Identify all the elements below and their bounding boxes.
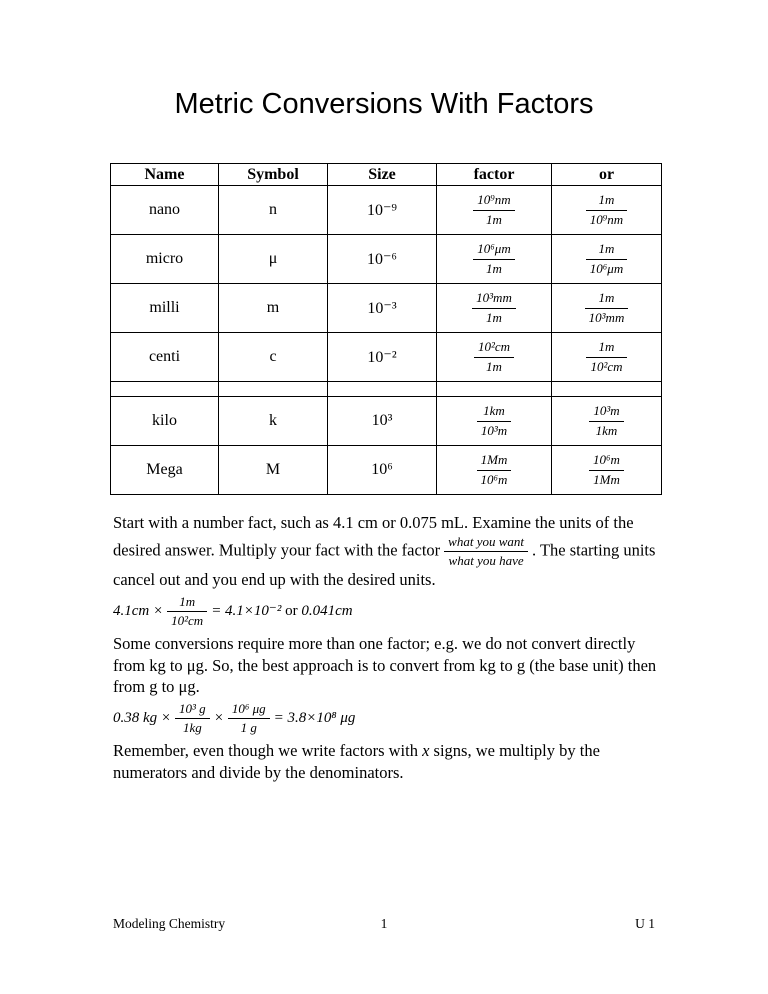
cell-or — [552, 235, 662, 284]
remember-text-a: Remember, even though we write factors with — [113, 741, 423, 760]
or-fraction: $\frac{\text{10³m}}{1km}$ — [589, 403, 623, 439]
cell-name: milli — [111, 284, 219, 333]
footer-unit-label: U 1 — [635, 916, 656, 931]
metric-prefix-table — [110, 163, 662, 495]
table-row-kilo — [111, 397, 662, 446]
table-row-mega — [111, 446, 662, 495]
paragraph-remember — [113, 740, 658, 783]
eq1-equals: = 4.1×10⁻² — [211, 602, 282, 619]
eq1-lhs: 4.1cm × — [113, 602, 164, 619]
footer-document-title: Modeling Chemistry — [113, 916, 226, 931]
want-have-fraction: $\frac{\text{what you want}}{\text{what you have}}$ — [444, 534, 528, 570]
page-title: Metric Conversions With Factors — [174, 88, 594, 120]
factor-fraction: $\frac{\text{10⁶μm}}{1m}$ — [473, 241, 514, 277]
cell-size: 10⁻² — [328, 333, 437, 382]
table-row-milli — [111, 284, 662, 333]
eq2-fraction-2: $\frac{\text{10⁶ μg}}{1 g}$ — [228, 701, 270, 737]
eq2-lhs: 0.38 kg × — [113, 709, 172, 726]
eq1-result: 0.041cm — [301, 602, 353, 619]
cell-or — [552, 446, 662, 495]
cell-factor — [437, 446, 552, 495]
cell-factor — [437, 333, 552, 382]
cell-size: 10⁻⁶ — [328, 235, 437, 284]
cell-name: nano — [111, 186, 219, 235]
col-header-factor: factor — [437, 164, 552, 186]
cell-or — [552, 284, 662, 333]
table-spacer-row — [111, 382, 662, 397]
equation-kg-to-ug — [113, 701, 658, 737]
cell-symbol: m — [219, 284, 328, 333]
cell-symbol: c — [219, 333, 328, 382]
or-fraction: $\frac{1m}{\text{10²cm}}$ — [586, 339, 626, 375]
cell-size: 10³ — [328, 397, 437, 446]
or-fraction: $\frac{\text{10⁶m}}{1Mm}$ — [589, 452, 624, 488]
cell-size: 10⁻⁹ — [328, 186, 437, 235]
page-footer — [113, 916, 655, 932]
factor-fraction: $\frac{1km}{\text{10³m}}$ — [477, 403, 511, 439]
cell-size: 10⁶ — [328, 446, 437, 495]
cell-or — [552, 333, 662, 382]
cell-symbol: M — [219, 446, 328, 495]
intro-text-b: . The starting units cancel out and you end up with the desired units. — [113, 540, 656, 589]
cell-name: Mega — [111, 446, 219, 495]
remember-text-b: signs, we multiply by the numerators and divide by the denominators. — [113, 741, 600, 782]
table-header-row — [111, 164, 662, 186]
cell-factor — [437, 284, 552, 333]
eq2-result: = 3.8×10⁸ μg — [273, 709, 356, 726]
footer-page-number: 1 — [380, 916, 388, 931]
or-fraction: $\frac{1m}{\text{10⁹nm}}$ — [586, 192, 627, 228]
cell-symbol: n — [219, 186, 328, 235]
cell-symbol: k — [219, 397, 328, 446]
paragraph-intro — [113, 512, 658, 591]
col-header-name: Name — [111, 164, 219, 186]
cell-or — [552, 186, 662, 235]
or-fraction: $\frac{1m}{\text{10³mm}}$ — [585, 290, 629, 326]
table-row-nano — [111, 186, 662, 235]
col-header-or: or — [552, 164, 662, 186]
cell-factor — [437, 397, 552, 446]
eq2-fraction-1: $\frac{\text{10³ g}}{1kg}$ — [175, 701, 210, 737]
cell-name: kilo — [111, 397, 219, 446]
factor-fraction: $\frac{\text{10⁹nm}}{1m}$ — [473, 192, 514, 228]
col-header-size: Size — [328, 164, 437, 186]
cell-name: centi — [111, 333, 219, 382]
factor-fraction: $\frac{\text{10²cm}}{1m}$ — [474, 339, 514, 375]
cell-symbol: μ — [219, 235, 328, 284]
or-fraction: $\frac{1m}{\text{10⁶μm}}$ — [586, 241, 627, 277]
intro-text-a: Start with a number fact, such as 4.1 cm or 0.075 mL. Examine the units of the desired answer. Multiply your fact with the factor — [113, 513, 634, 560]
eq1-or: or — [281, 602, 302, 619]
cell-size: 10⁻³ — [328, 284, 437, 333]
cell-factor — [437, 235, 552, 284]
cell-factor — [437, 186, 552, 235]
factor-fraction: $\frac{\text{10³mm}}{1m}$ — [472, 290, 516, 326]
table-row-micro — [111, 235, 662, 284]
equation-cm-to-m — [113, 594, 658, 630]
table-row-centi — [111, 333, 662, 382]
cell-name: micro — [111, 235, 219, 284]
remember-x: x — [422, 741, 430, 760]
cell-or — [552, 397, 662, 446]
eq2-times: × — [213, 709, 224, 726]
body-text — [113, 512, 658, 785]
factor-fraction: $\frac{1Mm}{\text{10⁶m}}$ — [477, 452, 512, 488]
col-header-symbol: Symbol — [219, 164, 328, 186]
eq1-fraction: $\frac{1m}{\text{10²cm}}$ — [167, 594, 207, 630]
paragraph-multi-factor: Some conversions require more than one factor; e.g. we do not convert directly from kg to μg. So, the best approach is to convert from kg to g (the base unit) then from g to μg. — [113, 634, 657, 696]
